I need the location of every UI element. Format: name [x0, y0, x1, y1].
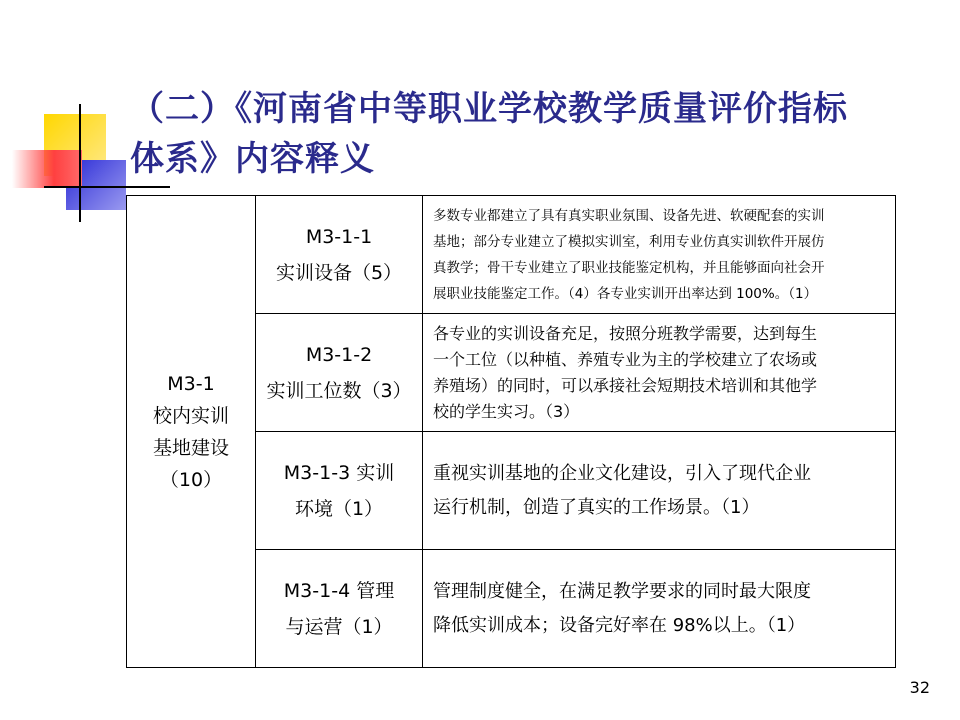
description-cell: [423, 314, 896, 432]
item-code: M3-1-2: [305, 343, 373, 366]
description-line: 真教学；骨干专业建立了职业技能鉴定机构，并且能够面向社会开: [433, 259, 825, 276]
description-line: 管理制度健全，在满足教学要求的同时最大限度: [433, 580, 811, 602]
item-name: 环境（1）: [294, 497, 384, 520]
description-cell: [423, 550, 896, 668]
description-line: 一个工位（以种植、养殖专业为主的学校建立了农场或: [433, 349, 818, 369]
criteria-table: [126, 195, 896, 668]
item-cell: [256, 432, 423, 550]
category-name-line-2: 基地建设: [152, 436, 229, 459]
item-cell: [256, 196, 423, 314]
description-line: 展职业技能鉴定工作。（4）各专业实训开出率达到 100%。（1）: [433, 285, 818, 302]
description-cell: [423, 432, 896, 550]
deco-vertical-line: [79, 104, 81, 222]
deco-red-square: [12, 150, 82, 188]
item-code: M3-1-1: [305, 225, 373, 248]
description-cell: [423, 196, 896, 314]
description-line: 各专业的实训设备充足，按照分班教学需要，达到每生: [433, 323, 818, 343]
item-code: M3-1-3 实训: [283, 461, 395, 484]
category-cell: [127, 196, 256, 668]
table-row: [127, 196, 896, 314]
description-line: 重视实训基地的企业文化建设，引入了现代企业: [433, 462, 811, 484]
page-number: 32: [909, 678, 930, 697]
page-title: [130, 84, 940, 184]
deco-horizontal-line: [44, 186, 170, 188]
description-line: 校的学生实习。（3）: [433, 401, 580, 421]
category-name-line-1: 校内实训: [152, 404, 229, 427]
title-line-1: （二）《河南省中等职业学校教学质量评价指标: [130, 89, 848, 129]
title-line-2: 体系》内容释义: [130, 139, 375, 179]
item-cell: [256, 550, 423, 668]
item-cell: [256, 314, 423, 432]
item-name: 实训设备（5）: [275, 261, 403, 284]
description-line: 基地；部分专业建立了模拟实训室，利用专业仿真实训软件开展仿: [433, 233, 825, 250]
description-line: 养殖场）的同时，可以承接社会短期技术培训和其他学: [433, 375, 818, 395]
category-code: M3-1: [167, 372, 215, 395]
category-score: （10）: [159, 468, 223, 491]
item-name: 实训工位数（3）: [266, 379, 412, 402]
item-code: M3-1-4 管理: [283, 579, 395, 602]
description-line: 降低实训成本；设备完好率在 98%以上。（1）: [433, 614, 806, 636]
description-line: 多数专业都建立了具有真实职业氛围、设备先进、软硬配套的实训: [433, 207, 825, 224]
description-line: 运行机制，创造了真实的工作场景。（1）: [433, 496, 760, 518]
item-name: 与运营（1）: [285, 615, 393, 638]
